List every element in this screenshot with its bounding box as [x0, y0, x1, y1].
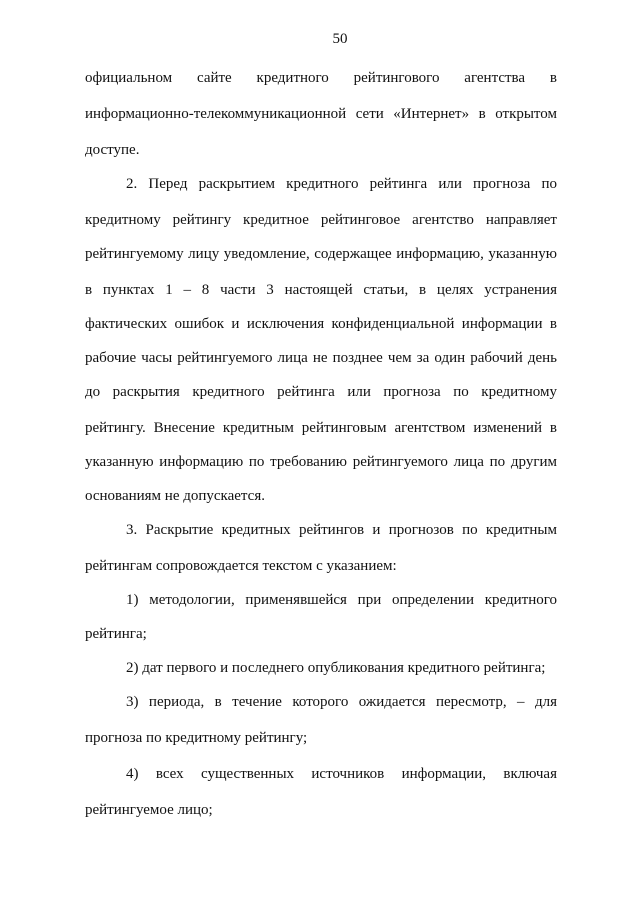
text-line: фактических ошибок и исключения конфиденциальной информации в: [85, 316, 557, 332]
text-line: рейтингу. Внесение кредитным рейтинговым агентством изменений в: [85, 420, 557, 436]
text-line: рабочие часы рейтингуемого лица не позднее чем за один рабочий день: [85, 350, 557, 366]
text-line: рейтингам сопровождается текстом с указанием:: [85, 558, 397, 574]
text-line: информационно-телекоммуникационной сети «Интернет» в открытом: [85, 106, 557, 122]
text-line: рейтингуемое лицо;: [85, 802, 213, 818]
text-line: кредитному рейтингу кредитное рейтинговое агентство направляет: [85, 212, 557, 228]
text-line: рейтингуемому лицу уведомление, содержащее информацию, указанную: [85, 246, 557, 262]
text-line: указанную информацию по требованию рейтингуемого лица по другим: [85, 454, 557, 470]
page-number: 50: [332, 31, 348, 47]
text-line: 2) дат первого и последнего опубликования кредитного рейтинга;: [126, 660, 546, 676]
text-line: 1) методологии, применявшейся при определении кредитного: [126, 592, 557, 608]
text-line: 4) всех существенных источников информации, включая: [126, 766, 557, 782]
text-line: основаниям не допускается.: [85, 488, 265, 504]
text-line: до раскрытия кредитного рейтинга или прогноза по кредитному: [85, 384, 557, 400]
text-line: прогноза по кредитному рейтингу;: [85, 730, 308, 746]
text-line: рейтинга;: [85, 626, 147, 642]
text-line: официальном сайте кредитного рейтингового агентства в: [85, 70, 557, 86]
text-line: доступе.: [85, 142, 140, 158]
text-line: 3) периода, в течение которого ожидается пересмотр, – для: [126, 694, 557, 710]
text-line: 2. Перед раскрытием кредитного рейтинга или прогноза по: [126, 176, 557, 192]
text-line: 3. Раскрытие кредитных рейтингов и прогнозов по кредитным: [126, 522, 557, 538]
text-line: в пунктах 1 – 8 части 3 настоящей статьи, в целях устранения: [85, 282, 557, 298]
